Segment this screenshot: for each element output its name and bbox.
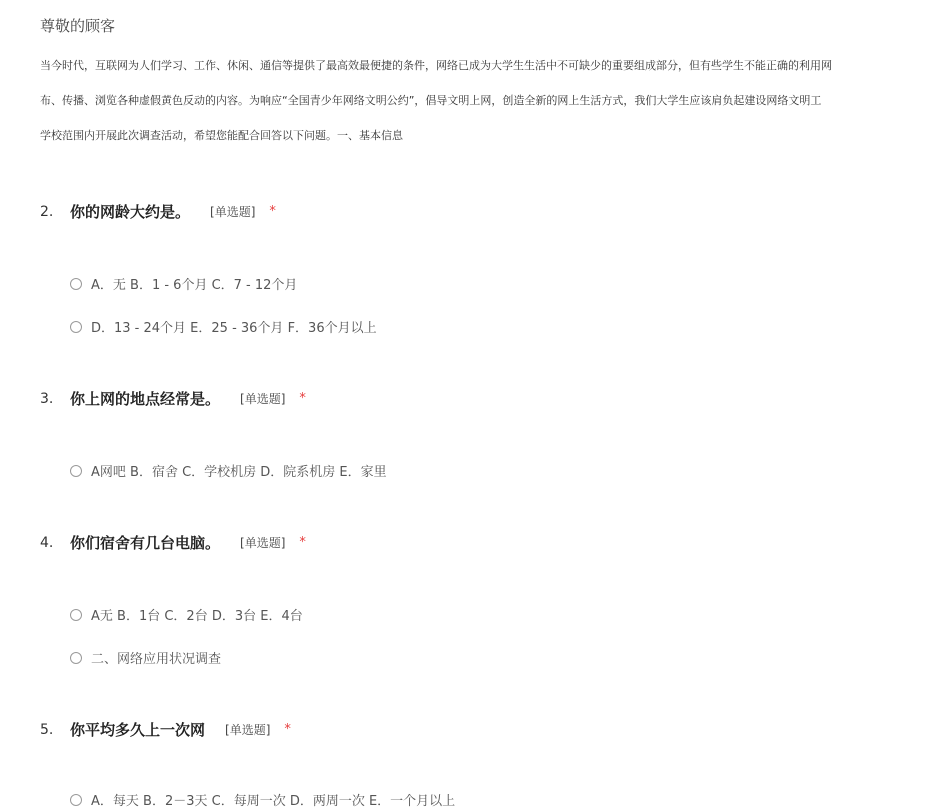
radio-option[interactable] [70, 274, 297, 293]
question-type-badge: [单选题] [225, 723, 271, 737]
option-label[interactable]: A．每天 B．2－3天 C．每周一次 D．两周一次 E．一个月以上 [91, 794, 456, 809]
question-title [40, 388, 306, 409]
question-number: 5. [40, 721, 54, 738]
question-number: 4. [40, 534, 54, 551]
question-type-badge: [单选题] [240, 392, 286, 406]
radio-button-icon[interactable] [70, 652, 82, 664]
required-asterisk: * [299, 391, 306, 406]
question-type-badge: [单选题] [240, 536, 286, 550]
question-title [40, 532, 306, 553]
required-asterisk: * [269, 204, 276, 219]
radio-option[interactable] [70, 461, 387, 480]
question-text: 你的网龄大约是。 [70, 203, 191, 221]
radio-button-icon[interactable] [70, 321, 82, 333]
option-label[interactable]: A．无 B．1 - 6个月 C．7 - 12个月 [91, 278, 298, 293]
intro-line: 当今时代，互联网为人们学习、工作、休闲、通信等提供了最高效最便捷的条件，网络已成为大学生生活中不可缺少的重要组成部分，但有些学生不能正确的利用网 [40, 59, 832, 72]
radio-button-icon[interactable] [70, 278, 82, 290]
question-type-badge: [单选题] [210, 205, 256, 219]
question-text: 你平均多久上一次网 [70, 721, 206, 739]
question-title [40, 719, 291, 740]
option-label[interactable]: 二、网络应用状况调查 [91, 652, 222, 667]
required-asterisk: * [299, 535, 306, 550]
question-number: 2. [40, 203, 54, 220]
question-title [40, 201, 276, 222]
radio-button-icon[interactable] [70, 609, 82, 621]
radio-button-icon[interactable] [70, 465, 82, 477]
intro-paragraph [40, 48, 940, 153]
intro-line: 学校范围内开展此次调查活动，希望您能配合回答以下问题。一、基本信息 [40, 129, 403, 142]
question-text: 你们宿舍有几台电脑。 [70, 534, 221, 552]
radio-option[interactable] [70, 648, 221, 667]
option-label[interactable]: A无 B．1台 C．2台 D．3台 E．4台 [91, 609, 303, 624]
option-label[interactable]: A网吧 B．宿舍 C．学校机房 D．院系机房 E．家里 [91, 465, 387, 480]
radio-option[interactable] [70, 317, 377, 336]
radio-option[interactable] [70, 790, 455, 809]
required-asterisk: * [284, 722, 291, 737]
radio-button-icon[interactable] [70, 794, 82, 806]
question-text: 你上网的地点经常是。 [70, 390, 221, 408]
intro-line: 布、传播、浏览各种虚假黄色反动的内容。为响应“全国青少年网络文明公约”，倡导文明上网，创造全新的网上生活方式，我们大学生应该肩负起建设网络文明工 [40, 94, 822, 107]
radio-option[interactable] [70, 605, 303, 624]
greeting-title: 尊敬的顾客 [40, 17, 116, 35]
question-number: 3. [40, 390, 54, 407]
option-label[interactable]: D．13 - 24个月 E．25 - 36个月 F．36个月以上 [91, 321, 377, 336]
